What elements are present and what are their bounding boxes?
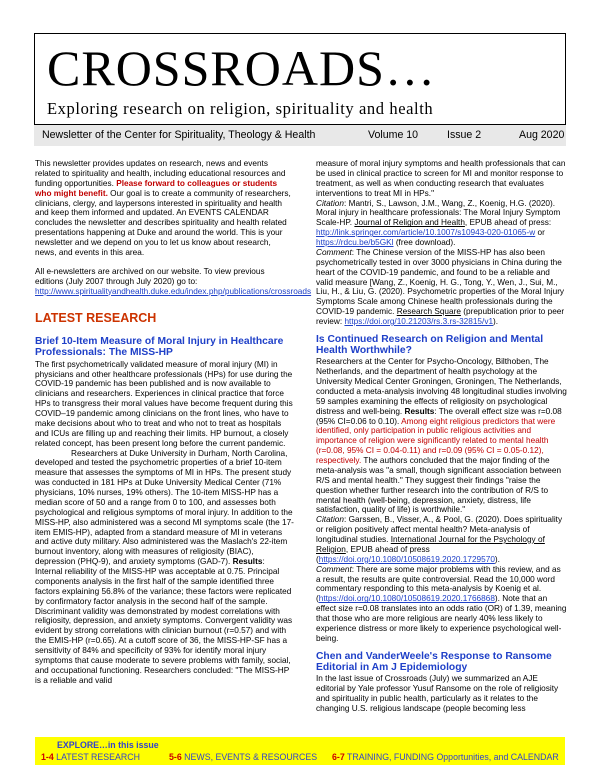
archive-link[interactable]: http://www.spiritualityandhealth.duke.edu/index.php/publications/crossroads — [35, 286, 312, 296]
page-range: 6-7 — [332, 752, 345, 762]
masthead — [34, 33, 566, 145]
citation-text: , EPUB ahead of press: — [464, 218, 552, 228]
article-text: The authors concluded that the major finding of the meta-analysis was "a small, though significant association between R/S and mental health." They suggest their findings "raise the question whether further research into the contribution of R/S to mental health (well-being, depression, anxiety, distress, life satisfaction, quality of life) is worthwhile." — [316, 456, 562, 515]
comment: Comment: There are some major problems with this review, and as a result, the results are quite controversial. Read the 10,000 word commentary responding to this meta-analysis by Koenig et al. (https://doi.org/10.1080/10508619.2020.1766868). Note that an effect size r=0.08 translates into an odds ratio (OR) of 1.39, meaning that those who are more religious are nearly 40% less likely to experience distress or more likely to experience psychological well-being. — [316, 564, 567, 643]
left-column — [35, 159, 312, 686]
section-heading: LATEST RESEARCH — [35, 311, 157, 326]
citation-text: : Garssen, B., Visser, A., & Pool, G. (2020). Does spirituality or religion positively affect mental health? Meta-analysis of longitudinal studies. — [316, 515, 563, 545]
footer-item[interactable] — [41, 752, 140, 763]
page-range: 5-6 — [169, 752, 182, 762]
archive-paragraph — [35, 266, 312, 297]
newsletter-subtitle: Exploring research on religion, spirituality and health — [47, 99, 434, 118]
forward-notice: Please forward to colleagues or students who might benefit. — [35, 178, 278, 198]
article-text: Researchers at the Center for Psycho-Oncology, Bilthoben, The Netherlands, and the department of health psychology at the University Medical Center Groningen, Groningen, The Netherlands, conducted a meta-analysis involving 48 longitudinal studies involving 59 samples examining the effects of religiosity on psychological distress and well-being. — [316, 357, 567, 416]
article-body — [316, 357, 567, 515]
journal-name: International Journal for the Psychology of Religion — [316, 535, 545, 554]
comment-text: ). — [493, 317, 499, 326]
right-column — [316, 159, 567, 714]
comment-text: ). Note that an effect size r=0.08 translates into an odds ratio (OR) of 1.39, meaning that those who are more religious are nearly 40% less likely to experience distress or more likely to experience psychological well-being. — [316, 594, 567, 643]
doi-link[interactable]: https://doi.org/10.1080/10508619.2020.1729570 — [318, 554, 495, 564]
comment-text: : The Chinese version of the MISS-HP has also been psychometrically tested in over 3000 physicians in China during the heart of the COVID-19 pandemic, and found to be a reliable and valid measure [Wang, Z., Koenig, H. G., Tong, Y., Wen, J., Sui, M., Liu, H., & Liu, G. (2020). Psychometric properties of the Moral Injury Symptoms Scale among Chinese health professionals during the COVID-19 pandemic. — [316, 247, 565, 317]
citation-label: Citation — [316, 515, 344, 525]
issue-label: Issue 2 — [447, 129, 482, 141]
footer-item-label: NEWS, EVENTS & RESOURCES — [184, 752, 318, 762]
archive-text: All e-newsletters are archived on our website. To view previous editions (July 2007 through July 2020) go to: — [35, 266, 265, 286]
citation-text: (free download). — [395, 238, 456, 247]
article-link[interactable]: https://rdcu.be/b5GKl — [316, 238, 394, 247]
doi-link[interactable]: https://doi.org/10.1080/10508619.2020.1766868 — [318, 594, 495, 604]
issue-bar — [34, 124, 566, 146]
citation-label: Citation — [316, 198, 344, 208]
explore-title: EXPLORE…in this issue — [57, 740, 159, 750]
article-text: : The overall effect size was r=0.08 (95% CI=0.06 to 0.10). — [316, 406, 562, 426]
newsletter-affiliation: Newsletter of the Center for Spirituality, Theology & Health — [42, 129, 316, 141]
comment-label: Comment — [316, 564, 352, 574]
article-body: The first psychometrically validated measure of moral injury (MI) in physicians and other healthcare professionals (HPs) for use during the COVID-19 pandemic has been published and is now available to clinicians and researchers. Experiences in clinical practice that force HPs to transgress their moral values have become frequent during this COVID–19 pandemic among clinicians on the front lines, who have to make decisions about who to treat and who not to treat as hospitals and ICUs are filling up and reaching their limits. HP burnout, a closely related concept, has been present long before the current pandemic. — [35, 359, 293, 448]
results-label: Results — [404, 406, 435, 416]
connector-text: or — [537, 228, 545, 238]
article-body: measure of moral injury symptoms and health professionals that can be used in clinical practice to screen for MI and monitor response to treatment, as well as when conducting research that evaluates interventions to treat MI in HPs." — [316, 159, 566, 198]
footer-item[interactable] — [169, 752, 317, 763]
article-title: Brief 10-Item Measure of Moral Injury in Healthcare Professionals: The MISS-HP — [35, 336, 284, 359]
article-text: : Internal reliability of the MISS-HP was acceptable at 0.75. Principal components analysis in the first half of the sample identified three factors explaining 56.8% of the variance; these factors were replicated by confirmatory factor analysis in the second half of the sample. Discriminant validity was demonstrated by modest correlations with religiosity, depression, and anxiety symptoms. Convergent validity was evident by strong correlations with clinician burnout (r=0.57) and with the EMIS-HP (r=0.65). At a cutoff score of 36, the MISS-HP-SF has a sensitivity of 84% and specificity of 93% for identify moral injury symptoms that cause moderate to severe problems with family, social, and occupational functioning. Researchers concluded: "The MISS-HP is a reliable and valid — [35, 557, 293, 685]
comment-text: : There are some major problems with this review, and as a result, the results are quite controversial. Read the 10,000 word commentary responding to this meta-analysis by Koenig et al. — [316, 564, 561, 594]
citation-text: : Mantri, S., Lawson, J.M., Wang, Z., Koenig, H.G. (2020). Moral injury in healthcare professionals: The Moral Injury Symptom Scale-HP. — [316, 198, 561, 228]
article-text: Researchers at Duke University in Durham, North Carolina, developed and tested the psychometric properties of a brief 10-item measure that assesses the symptoms of MI in HPs. The present study was conducted in 181 HPs at Duke University Medical Center (71% physicians, 10% nurses, 19% others). The 10-item MISS-HP has a median score of 50 and a range from 0 to 100, and assesses both psychological and religious symptoms of moral injury. In addition to the MISS-HP, also administered was a second MI symptoms scale (the 17-item EMIS-HP), adapted from a standard measure of MI in veterans and active duty military. Also administered was the Maslach's 22-item burnout inventory, along with measures of religiosity (BIAC), depression (PHQ-9), and anxiety symptoms (GAD-7). — [35, 448, 294, 567]
article-title: Chen and VanderWeele's Response to Ransome Editorial in Am J Epidemiology — [316, 650, 552, 673]
comment-text: (prepublication prior to peer review: — [316, 307, 565, 326]
footer-item[interactable] — [332, 752, 559, 763]
citation-text: ). — [494, 554, 500, 564]
doi-link[interactable]: https://doi.org/10.21203/rs.3.rs-32815/v1 — [344, 317, 494, 326]
newsletter-title: CROSSROADS… — [47, 40, 436, 96]
page-range: 1-4 — [41, 752, 54, 762]
article-body — [35, 449, 294, 686]
comment-label: Comment — [316, 247, 352, 257]
highlight-text: Among eight religious predictors that were identified, only participation in public religious activities and importance of religion were significantly related to mental health (r=0.08, 95% CI = 0.04-0.11) and r=0.09 (95% CI = 0.05-0.12), respectively. — [316, 416, 556, 466]
article-title: Is Continued Research on Religion and Mental Health Worthwhile? — [316, 333, 544, 357]
citation — [316, 199, 567, 248]
volume-label: Volume 10 — [368, 129, 419, 141]
results-label: Results — [232, 557, 263, 567]
article-link[interactable]: http://link.springer.com/article/10.1007/s10943-020-01065-w — [316, 228, 536, 238]
intro-text-2: Our goal is to create a community of researchers, clinicians, clergy, and laypersons interested in spirituality and health and keep them informed and updated. An EVENTS CALENDAR concludes the newsletter and describes spirituality and health related presentations happening at Duke and around the world. This is your newsletter and we depend on you to let us know about research, news, and events in this area. — [35, 188, 291, 257]
comment — [316, 248, 567, 327]
journal-name: Journal of Religion and Health — [354, 218, 465, 228]
date-label: Aug 2020 — [519, 129, 565, 141]
citation-text: , EPUB ahead of press — [345, 544, 430, 554]
footer-item-label: TRAINING, FUNDING Opportunities, and CALENDAR — [347, 752, 559, 762]
explore-footer — [35, 737, 565, 765]
journal-name: Research Square — [396, 307, 461, 317]
citation: Citation: Garssen, B., Visser, A., & Pool, G. (2020). Does spirituality or religion positively affect mental health? Meta-analysis of longitudinal studies. International Journal for the Psychology of Religion, EPUB ahead of press (https://doi.org/10.1080/10508619.2020.1729570). — [316, 515, 563, 564]
intro-paragraph — [35, 159, 294, 258]
footer-item-label: LATEST RESEARCH — [56, 752, 140, 762]
article-body: In the last issue of Crossroads (July) we summarized an AJE editorial by Yale professor Yusuf Ransome on the role of religiosity and spirituality in public health, particularly as it relates to the changing U.S. religious landscape (people becoming less — [316, 674, 559, 713]
intro-text: This newsletter provides updates on research, news and events related to spirituality and health, including educational resources and funding opportunities. — [35, 159, 286, 188]
